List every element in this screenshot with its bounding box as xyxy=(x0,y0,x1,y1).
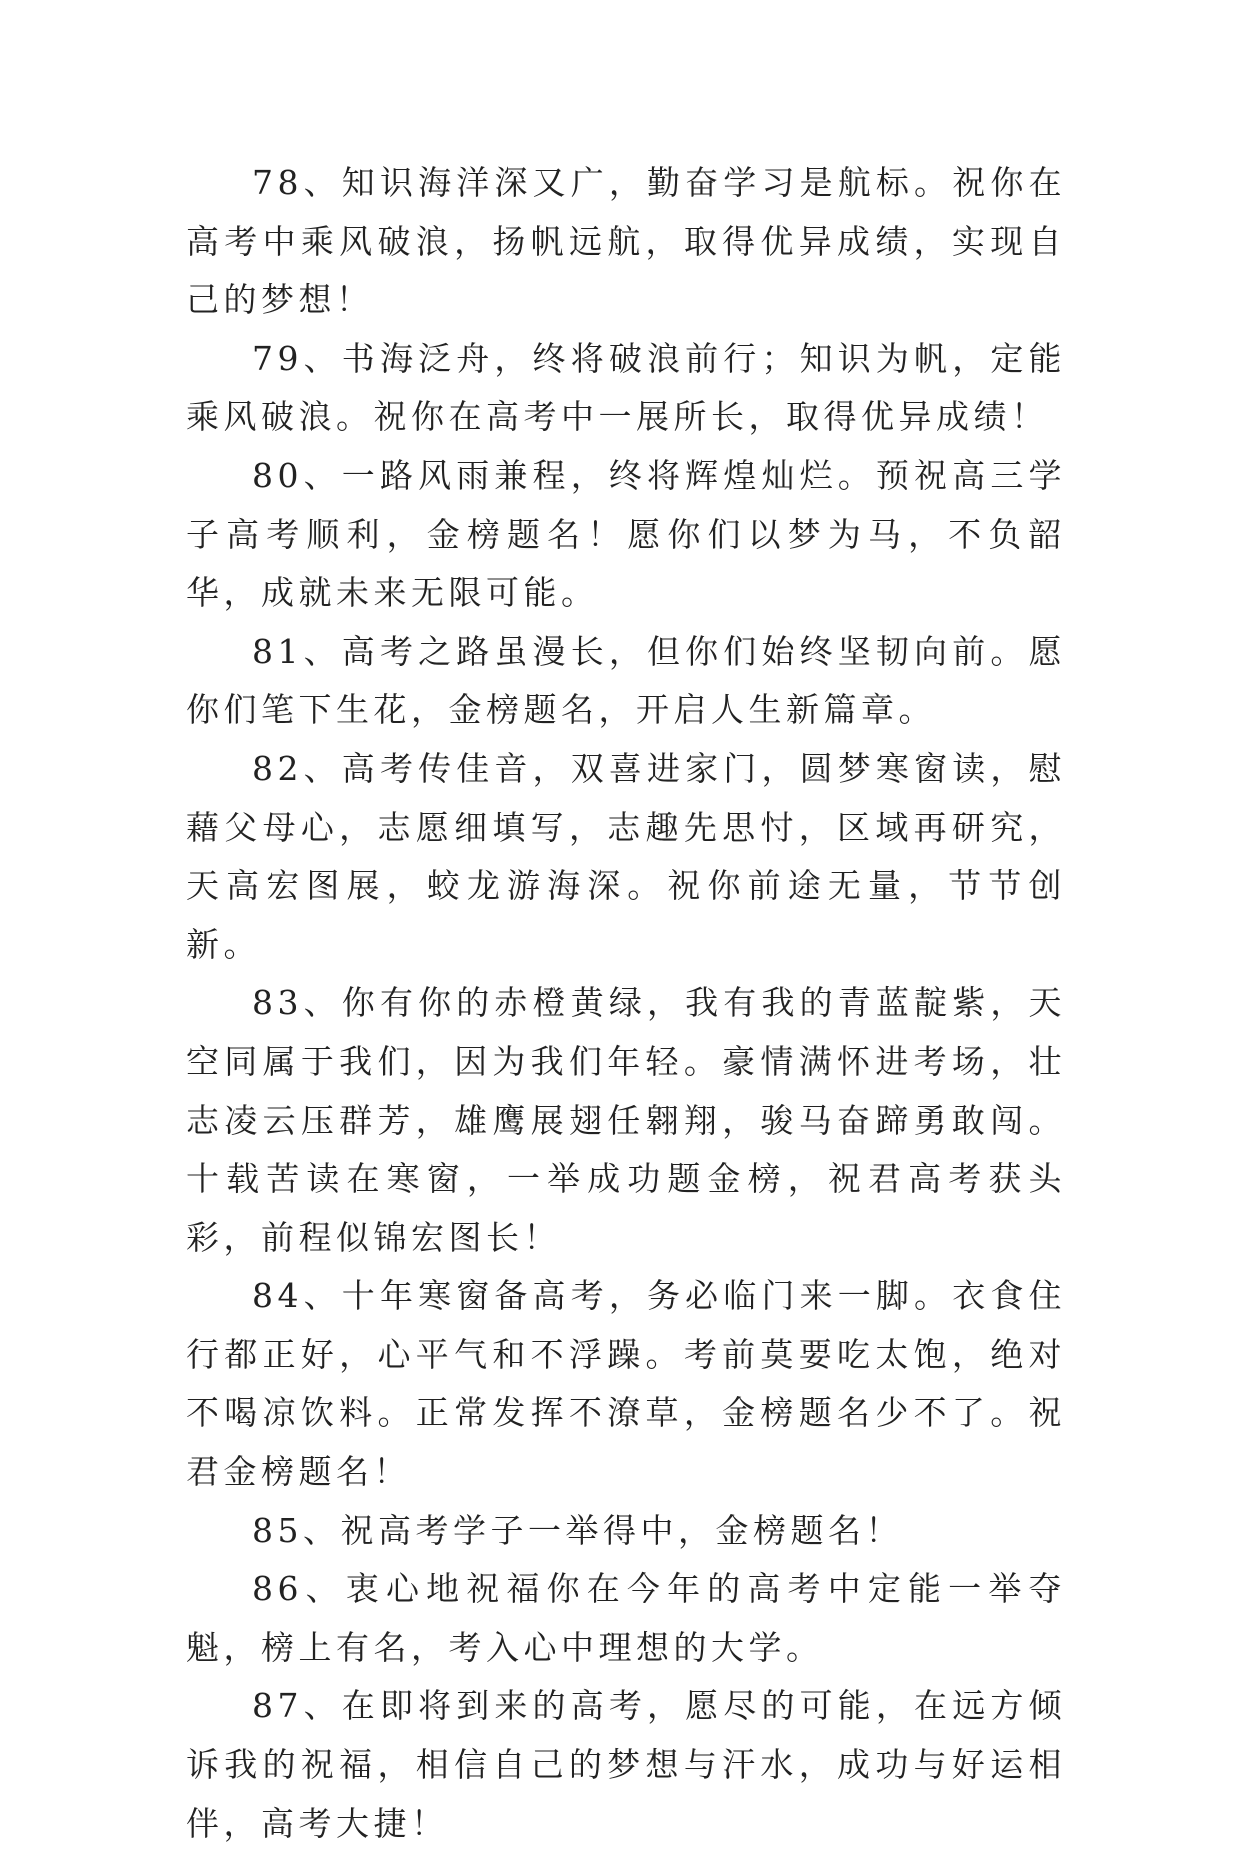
paragraph-83: 83、你有你的赤橙黄绿，我有我的青蓝靛紫，天空同属于我们，因为我们年轻。豪情满怀进考场，壮志凌云压群芳，雄鹰展翅任翱翔，骏马奋蹄勇敢闯。十载苦读在寒窗，一举成功题金榜，祝君高考获头彩，前程似锦宏图长！ xyxy=(186,983,1066,1257)
paragraph-87: 87、在即将到来的高考，愿尽的可能，在远方倾诉我的祝福，相信自己的梦想与汗水，成功与好运相伴，高考大捷！ xyxy=(186,1686,1066,1843)
paragraph-86: 86、衷心地祝福你在今年的高考中定能一举夺魁，榜上有名，考入心中理想的大学。 xyxy=(186,1569,1066,1667)
paragraph-78: 78、知识海洋深又广，勤奋学习是航标。祝你在高考中乘风破浪，扬帆远航，取得优异成绩，实现自己的梦想！ xyxy=(186,163,1066,320)
paragraph-85: 85、祝高考学子一举得中，金榜题名！ xyxy=(252,1510,903,1550)
paragraph-82: 82、高考传佳音，双喜进家门，圆梦寒窗读，慰藉父母心，志愿细填写，志趣先思忖，区域再研究，天高宏图展，蛟龙游海深。祝你前途无量，节节创新。 xyxy=(186,748,1066,964)
paragraph-84: 84、十年寒窗备高考，务必临门来一脚。衣食住行都正好，心平气和不浮躁。考前莫要吃太饱，绝对不喝凉饮料。正常发挥不潦草，金榜题名少不了。祝君金榜题名！ xyxy=(186,1276,1066,1492)
document-body xyxy=(186,154,1066,1853)
paragraph-81: 81、高考之路虽漫长，但你们始终坚韧向前。愿你们笔下生花，金榜题名，开启人生新篇章。 xyxy=(186,631,1066,730)
paragraph-79: 79、书海泛舟，终将破浪前行；知识为帆，定能乘风破浪。祝你在高考中一展所长，取得优异成绩！ xyxy=(186,338,1066,437)
paragraph-80: 80、一路风雨兼程，终将辉煌灿烂。预祝高三学子高考顺利，金榜题名！愿你们以梦为马，不负韶华，成就未来无限可能。 xyxy=(186,455,1066,613)
